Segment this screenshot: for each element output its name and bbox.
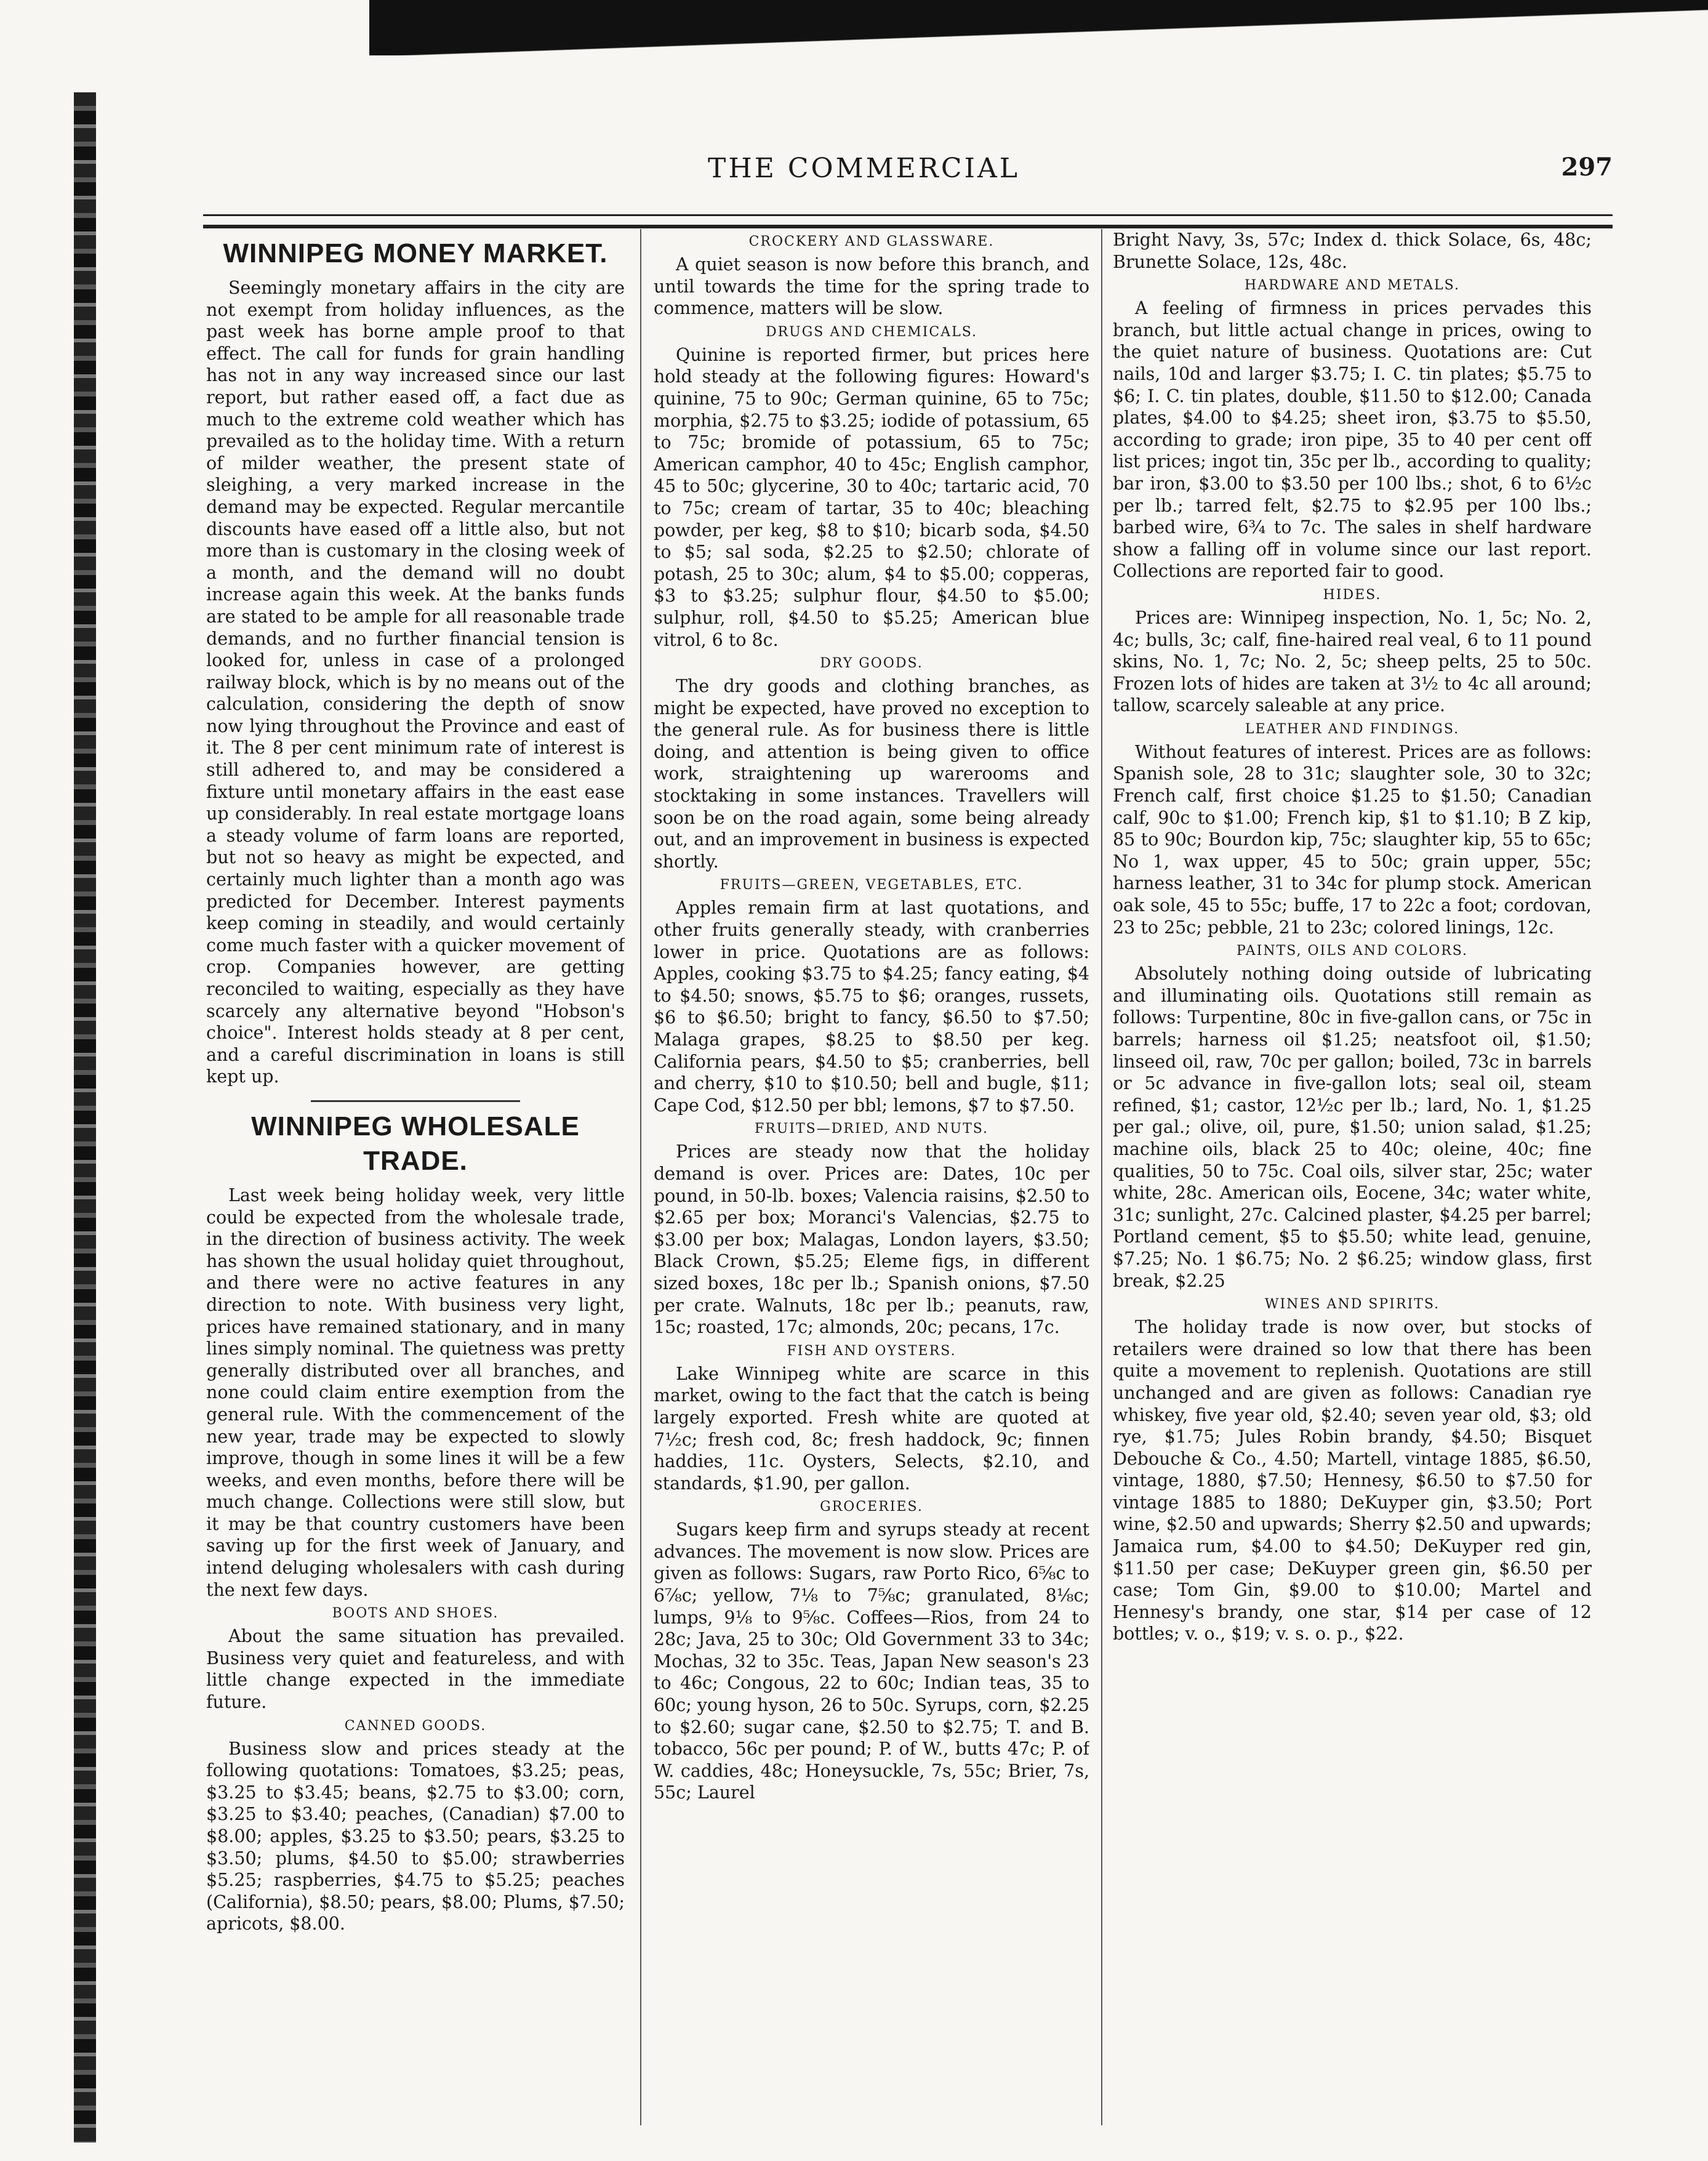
article-paragraph: Absolutely nothing doing outside of lubricating and illuminating oils. Quotations still remain as follows: Turpentine, 80c in five-gallon cans, or 75c in barrels; harness oil $1.25; neatsfoot oil, $1.50; linseed oil, raw, 70c per gallon; boiled, 73c in barrels or 5c advance in five-gallon lots; seal oil, steam refined, $1; castor, 12½c per lb.; lard, No. 1, $1.25 per gal.; olive, oil, pure, $1.50; union salad, $1.25; machine oils, black 25 to 40c; oleine, 40c; fine qualities, 50 to 75c. Coal oils, silver star, 25c; water white, 28c. American oils, Eocene, 34c; water white, 31c; sunlight, 27c. Calcined plaster, $4.25 per barrel; Portland cement, $5 to $5.50; white lead, genuine, $7.25; No. 1 $6.75; No. 2 $6.25; window glass, first break, $2.25 [1113,964,1592,1291]
article-paragraph: The holiday trade is now over, but stocks of retailers were drained so low that there has been quite a movement to replenish. Quotations are still unchanged and are given as follows: Canadian rye whiskey, five year old, $2.40; seven year old, $3; old rye, $1.75; Jules Robin brandy, $4.50; Bisquet Debouche & Co., 4.50; Martell, vintage 1885, $6.50, vintage, 1880, $7.50; Hennesy, $6.50 to $7.50 for vintage 1885 to 1880; DeKuyper gin, $3.50; Port wine, $2.50 and upwards; Sherry $2.50 and upwards; Jamaica rum, $4.00 to $4.50; DeKuyper red gin, $11.50 per case; DeKuyper green gin, $6.50 per case; Tom Gin, $9.00 to $10.00; Martel and Hennesy's brandy, one star, $14 per case of 12 bottles; v. o., $19; v. s. o. p., $22. [1113,1317,1592,1644]
section-heading: PAINTS, OILS AND COLORS. [1236,943,1469,959]
article-paragraph: Sugars keep firm and syrups steady at recent advances. The movement is now slow. Prices are given as follows: Sugars, raw Porto Rico, 6⅝c to 6⅞c; yellow, 7⅛ to 7⅝c; granulated, 8⅛c; lumps, 9⅛ to 9⅝c. Coffees—Rios, from 24 to 28c; Java, 25 to 30c; Old Government 33 to 34c; Mochas, 32 to 35c. Teas, Japan New season's 23 to 46c; Congous, 22 to 60c; Indian teas, 35 to 60c; young hyson, 26 to 50c. Syrups, corn, $2.25 to $2.60; sugar cane, $2.50 to $2.75; T. and B. tobacco, 56c per pound; P. of W., butts 47c; P. of W. caddies, 48c; Honeysuckle, 7s, 55c; Brier, 7s, 55c; Laurel [654,1519,1089,1803]
article-paragraph: A quiet season is now before this branch, and until towards the time for the spring trade to commence, matters will be slow. [654,254,1089,319]
section-heading: FRUITS—DRIED, AND NUTS. [754,1121,989,1137]
scan-edge-top [369,0,1708,55]
column-2 [654,229,1089,2125]
section-heading: DRUGS AND CHEMICALS. [765,324,978,340]
section-heading: BOOTS AND SHOES. [332,1606,499,1622]
article-paragraph: Seemingly monetary affairs in the city are not exempt from holiday influences, as the past week has borne ample proof to that effect. The call for funds for grain handling has not in any way increased since our last report, but rather eased off, a fact due as much to the extreme cold weather which has prevailed as to the holiday time. With a return of milder weather, the present state of sleighing, a very marked increase in the demand may be expected. Regular mercantile discounts have eased off a little also, but not more than is customary in the closing week of a month, and the demand will no doubt increase again this week. At the banks funds are stated to be ample for all reasonable trade demands, and no further financial tension is looked for, unless in case of a prolonged railway block, which is by no means out of the calculation, considering the depth of snow now lying throughout the Province and east of it. The 8 per cent minimum rate of interest is still adhered to, and may be considered a fixture until monetary affairs in the east ease up considerably. In real estate mortgage loans a steady volume of farm loans are reported, but not so heavy as might be expected, and certainly much lighter than a month ago was predicted for December. Interest payments keep coming in steadily, and would certainly come much faster with a quicker movement of crop. Companies however, are getting reconciled to waiting, especially as they have scarcely any alternative beyond "Hobson's choice". Interest holds steady at 8 per cent, and a careful discrimination in loans is still kept up. [206,278,625,1087]
article-paragraph: A feeling of firmness in prices pervades this branch, but little actual change in prices, owing to the quiet nature of business. Quotations are: Cut nails, 10d and larger $3.75; I. C. tin plates; $5.75 to $6; I. C. tin plates, double, $11.50 to $12.00; Canada plates, $4.00 to $4.25; sheet iron, $3.75 to $5.50, according to grade; iron pipe, 35 to 40 per cent off list prices; ingot tin, 35c per lb., according to quality; bar iron, $3.00 to $3.50 per 100 lbs.; shot, 6 to 6½c per lb.; tarred felt, $2.75 to $2.95 per 100 lbs.; barbed wire, 6¾ to 7c. The sales in shelf hardware show a falling off in volume since our last report. Collections are reported fair to good. [1113,298,1592,582]
section-heading: GROCERIES. [820,1499,923,1515]
article-paragraph: Lake Winnipeg white are scarce in this market, owing to the fact that the catch is being largely exported. Fresh white are quoted at 7½c; fresh cod, 8c; fresh haddock, 9c; finnen haddies, 11c. Oysters, Selects, $2.10, and standards, $1.90, per gallon. [654,1363,1089,1494]
column-3 [1113,229,1592,2125]
page-title: THE COMMERCIAL [708,153,1020,184]
article-paragraph: Last week being holiday week, very little could be expected from the wholesale trade, in the direction of business activity. The week has shown the usual holiday quiet throughout, and there were no active features in any direction to note. With business very light, prices have remained stationary, and in many lines simply nominal. The quietness was pretty generally distributed over all branches, and none could claim entire exemption from the general rule. With the commencement of the new year, trade may be expected to slowly improve, though in some lines it will be a few weeks, and even months, before there will be much change. Collections were still slow, but it may be that country customers have been saving up for the first week of January, and intend deluging wholesalers with cash during the next few days. [206,1185,625,1600]
article-paragraph: Business slow and prices steady at the following quotations: Tomatoes, $3.25; peas, $3.25 to $3.45; beans, $2.75 to $3.00; corn, $3.25 to $3.40; peaches, (Canadian) $7.00 to $8.00; apples, $3.25 to $3.50; pears, $3.25 to $3.50; plums, $4.50 to $5.00; strawberries $5.25; raspberries, $4.75 to $5.25; peaches (California), $8.50; pears, $8.00; Plums, $7.50; apricots, $8.00. [206,1738,625,1934]
section-heading: CANNED GOODS. [344,1718,487,1734]
article-title: WINNIPEG WHOLESALE TRADE. [251,1111,580,1176]
article-paragraph: Prices are: Winnipeg inspection, No. 1, 5c; No. 2, 4c; bulls, 3c; calf, fine-haired real veal, 6 to 11 pound skins, No. 1, 7c; No. 2, 5c; sheep pelts, 25 to 50c. Frozen lots of hides are taken at 3½ to 4c all around; tallow, scarcely saleable at any price. [1113,607,1592,716]
article-divider [311,1093,520,1102]
column-divider [1101,229,1102,2125]
column-1 [206,229,625,2125]
section-heading: WINES AND SPIRITS. [1264,1297,1440,1313]
section-heading: HIDES. [1323,587,1382,603]
section-heading: CROCKERY AND GLASSWARE. [748,234,995,249]
article-paragraph: Prices are steady now that the holiday demand is over. Prices are: Dates, 10c per pound, in 50-lb. boxes; Valencia raisins, $2.50 to $2.65 per box; Moranci's Valencias, $2.75 to $3.00 per box; Malagas, London layers, $3.50; Black Crown, $5.25; Eleme figs, in different sized boxes, 18c per lb.; Spanish onions, $7.50 per crate. Walnuts, 18c per lb.; peanuts, raw, 15c; roasted, 17c; almonds, 20c; pecans, 17c. [654,1141,1089,1338]
article-paragraph: Without features of interest. Prices are as follows: Spanish sole, 28 to 31c; slaughter sole, 30 to 32c; French calf, first choice $1.25 to $1.50; Canadian calf, 90c to $1.00; French kip, $1 to $1.10; B Z kip, 85 to 90c; Bourdon kip, 75c; slaughter kip, 55 to 65c; No 1, wax upper, 45 to 50c; grain upper, 55c; harness leather, 31 to 34c for plump stock. American oak sole, 45 to 55c; buffe, 17 to 22c a foot; cordovan, 23 to 25c; pebble, 21 to 23c; colored linings, 12c. [1113,741,1592,938]
article-paragraph: The dry goods and clothing branches, as might be expected, have proved no exception to the general rule. As for business there is little doing, and attention is being given to office work, straightening up warerooms and stocktaking in some instances. Travellers will soon be on the road again, some being already out, and an improvement in business is expected shortly. [654,676,1089,872]
article-paragraph: Quinine is reported firmer, but prices here hold steady at the following figures: Howard's quinine, 75 to 90c; German quinine, 65 to 75c; morphia, $2.75 to $3.25; iodide of potassium, 65 to 75c; bromide of potassium, 65 to 75c; American camphor, 40 to 45c; English camphor, 45 to 50c; glycerine, 30 to 40c; tartaric acid, 70 to 75c; cream of tartar, 35 to 40c; bleaching powder, per keg, $8 to $10; bicarb soda, $4.50 to $5; sal soda, $2.25 to $2.50; chlorate of potash, 25 to 30c; alum, $4 to $5.00; copperas, $3 to $3.25; sulphur flour, $4.50 to $5.00; sulphur, roll, $4.50 to $5.25; American blue vitrol, 6 to 8c. [654,344,1089,650]
column-divider [640,229,641,2125]
section-heading: FISH AND OYSTERS. [787,1343,956,1359]
section-heading: FRUITS—GREEN, VEGETABLES, ETC. [720,877,1024,893]
section-heading: DRY GOODS. [820,656,923,672]
header-rule [203,214,1613,228]
section-heading: HARDWARE AND METALS. [1245,278,1460,294]
page-header [203,153,1613,196]
scan-edge-left [74,92,96,2143]
article-paragraph: Apples remain firm at last quotations, and other fruits generally steady, with cranberries lower in price. Quotations are as follows: Apples, cooking $3.75 to $4.25; fancy eating, $4 to $4.50; snows, $5.75 to $6; oranges, russets, $6 to $6.50; bright to fancy, $6.50 to $7.50; Malaga grapes, $8.25 to $8.50 per keg. California pears, $4.50 to $5; cranberries, bell and cherry, $10 to $10.50; bell and bugle, $11; Cape Cod, $12.50 per bbl; lemons, $7 to $7.50. [654,898,1089,1116]
article-paragraph: About the same situation has prevailed. Business very quiet and featureless, and with little change expected in the immediate future. [206,1626,625,1713]
page-number: 297 [1561,153,1613,182]
article-paragraph: Bright Navy, 3s, 57c; Index d. thick Solace, 6s, 48c; Brunette Solace, 12s, 48c. [1113,230,1592,272]
article-title: WINNIPEG MONEY MARKET. [223,238,608,268]
section-heading: LEATHER AND FINDINGS. [1245,721,1460,737]
